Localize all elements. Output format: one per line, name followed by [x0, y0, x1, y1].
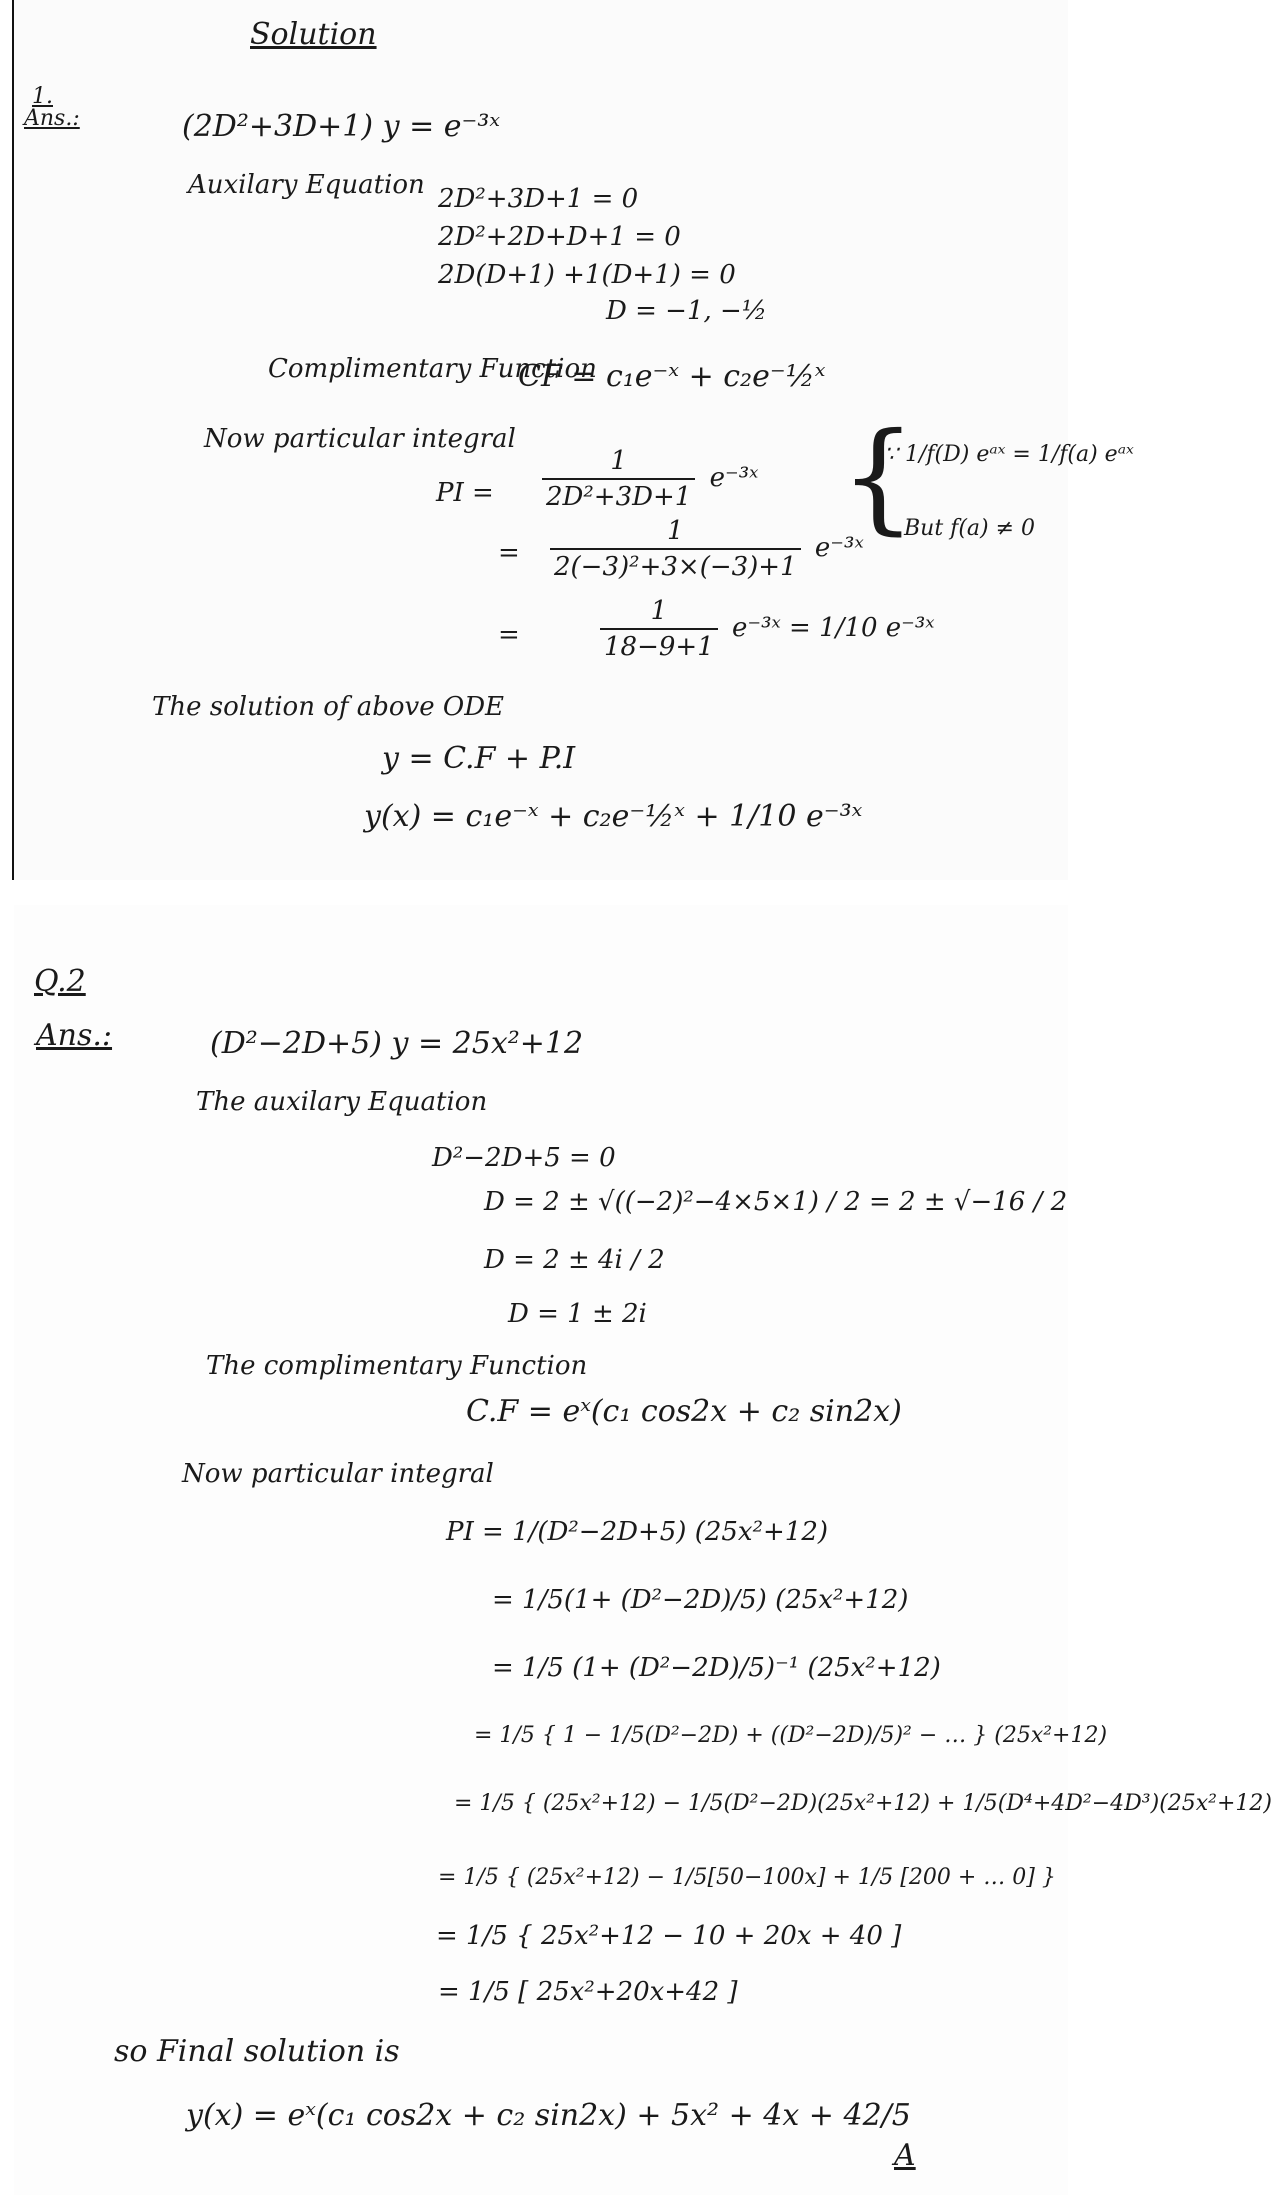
fraction-numerator: 1 — [667, 516, 684, 546]
fraction-denominator: 18−9+1 — [600, 628, 718, 662]
fraction-numerator: 1 — [650, 596, 668, 626]
pi-exponential: e⁻³ˣ — [732, 613, 781, 643]
q1-pi-step3 — [594, 596, 935, 662]
q1-cf-label: Complimentary Function — [268, 354, 597, 384]
q2-pi-line: = 1/5 { (25x²+12) − 1/5(D²−2D)(25x²+12) + 1/5(D⁴+4D²−4D³)(25x²+12) — [454, 1791, 1272, 1816]
answer-sheet-1: Solution 1. Ans.: (2D²+3D+1) y = e⁻³ˣ Auxilary Equation 2D²+3D+1 = 0 2D²+2D+D+1 = 0 2D(D+1) +1(D+1) = 0 D = −1, −½ Complimentary Function CF = c₁e⁻ˣ + c₂e⁻½ˣ Now particular integral PI = $\frac{1}{\text{2D²+3D+1}}$ e⁻³ˣ = $\frac{1}{\text{2(−3)²+3×(−3)+1}}$ e⁻³ˣ = $\frac{1}{18-9+1}$ e⁻³ˣ = 1/10 e⁻³ˣ { ∵ 1/f(D) eᵃˣ = 1/f(a) eᵃˣ But f(a) ≠ 0 The solution of above ODE y = C.F + P.I y(x) = c₁e⁻ˣ + c₂e⁻½ˣ + 1/10 e⁻³ˣ — [14, 0, 1068, 880]
q2-cf-label: The complimentary Function — [206, 1351, 588, 1381]
q2-cf: C.F = eˣ(c₁ cos2x + c₂ sin2x) — [466, 1394, 902, 1429]
q1-aux-line: 2D²+3D+1 = 0 — [438, 184, 639, 214]
q2-final-solution: y(x) = eˣ(c₁ cos2x + c₂ sin2x) + 5x² + 4x + 42/5 — [186, 2098, 911, 2133]
q2-pi-line: = 1/5 (1+ (D²−2D)/5)⁻¹ (25x²+12) — [492, 1653, 941, 1683]
q1-aux-label: Auxilary Equation — [188, 170, 425, 200]
q1-pi-step2 — [544, 516, 864, 582]
q1-pi-step1 — [536, 446, 758, 512]
fraction-denominator: 2D²+3D+1 — [542, 478, 695, 512]
q1-note-line: But f(a) ≠ 0 — [904, 516, 1036, 541]
q1-pi-prefix: PI = — [436, 478, 494, 508]
q1-solution-label: The solution of above ODE — [152, 692, 505, 722]
q1-ans-label: Ans.: — [24, 106, 80, 131]
q2-pi-line: = 1/5 [ 25x²+20x+42 ] — [438, 1977, 738, 2007]
q2-aux-line: D = 2 ± √((−2)²−4×5×1) / 2 = 2 ± √−16 / 2 — [484, 1187, 1068, 1217]
q1-note-line: ∵ 1/f(D) eᵃˣ = 1/f(a) eᵃˣ — [884, 442, 1134, 467]
q2-pi-line: = 1/5(1+ (D²−2D)/5) (25x²+12) — [492, 1585, 909, 1615]
pi-exponential: e⁻³ˣ — [814, 533, 864, 563]
q2-ans-label: Ans.: — [36, 1018, 113, 1053]
answer-mark: A — [894, 2138, 916, 2173]
q2-aux-line: D²−2D+5 = 0 — [432, 1143, 616, 1173]
q2-aux-label: The auxilary Equation — [196, 1087, 488, 1117]
q1-pi-result: = 1/10 e⁻³ˣ — [789, 613, 935, 643]
note-brace: { — [840, 408, 917, 547]
q1-number: 1. — [32, 84, 53, 109]
q1-equation: (2D²+3D+1) y = e⁻³ˣ — [182, 109, 501, 144]
pi-exponential: e⁻³ˣ — [709, 463, 759, 493]
q2-number: Q.2 — [34, 964, 86, 999]
q1-solution-line: y(x) = c₁e⁻ˣ + c₂e⁻½ˣ + 1/10 e⁻³ˣ — [364, 799, 863, 834]
q1-pi-label: Now particular integral — [204, 424, 516, 454]
q2-equation: (D²−2D+5) y = 25x²+12 — [210, 1026, 584, 1061]
q2-pi-line: = 1/5 { (25x²+12) − 1/5[50−100x] + 1/5 [200 + … 0] } — [438, 1865, 1056, 1890]
q2-pi-line: PI = 1/(D²−2D+5) (25x²+12) — [446, 1517, 829, 1547]
q1-aux-line: D = −1, −½ — [606, 296, 768, 326]
q2-pi-line: = 1/5 { 1 − 1/5(D²−2D) + ((D²−2D)/5)² − … } (25x²+12) — [474, 1723, 1108, 1748]
fraction-denominator: 2(−3)²+3×(−3)+1 — [550, 548, 801, 582]
q1-cf: CF = c₁e⁻ˣ + c₂e⁻½ˣ — [518, 359, 826, 394]
q2-final-label: so Final solution is — [114, 2034, 400, 2069]
q2-aux-line: D = 1 ± 2i — [508, 1299, 647, 1329]
q1-aux-line: 2D(D+1) +1(D+1) = 0 — [438, 260, 736, 290]
q2-aux-line: D = 2 ± 4i / 2 — [484, 1245, 665, 1275]
answer-sheet-2 — [14, 905, 1272, 2195]
q1-solution-line: y = C.F + P.I — [382, 741, 576, 776]
fraction-numerator: 1 — [610, 446, 627, 476]
q2-pi-label: Now particular integral — [182, 1459, 494, 1489]
q1-aux-line: 2D²+2D+D+1 = 0 — [438, 222, 681, 252]
q2-pi-line: = 1/5 { 25x²+12 − 10 + 20x + 40 ] — [436, 1921, 902, 1951]
page-title: Solution — [250, 17, 377, 52]
